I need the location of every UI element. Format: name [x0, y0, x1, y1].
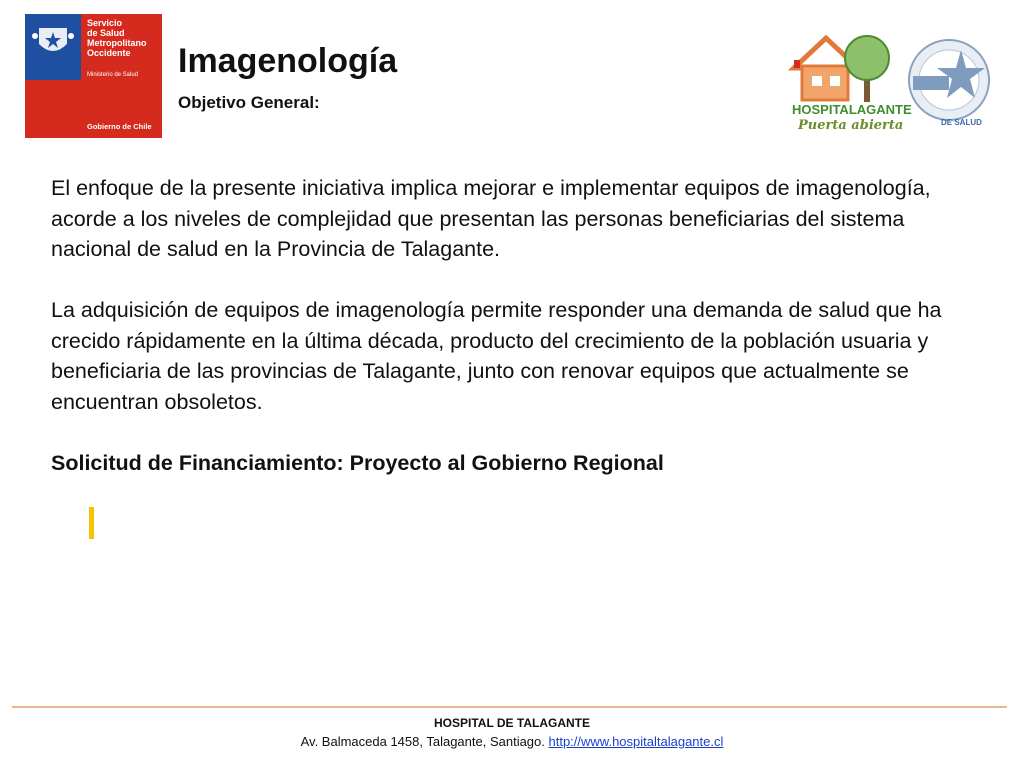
funding-request: Solicitud de Financiamiento: Proyecto al Gobierno Regional	[51, 450, 664, 475]
text-cursor-mark	[89, 507, 94, 539]
page-subtitle: Objetivo General:	[178, 93, 320, 112]
government-logo	[25, 14, 162, 138]
house-tree-icon	[788, 32, 900, 104]
footer-hospital-name: HOSPITAL DE TALAGANTE	[434, 716, 590, 730]
service-name: Servicio de Salud Metropolitano Occidente	[87, 18, 147, 58]
footer-address	[0, 734, 1024, 749]
hospital-logo-tagline: Puerta abierta	[798, 118, 904, 133]
footer-divider	[12, 706, 1007, 708]
justification-paragraph: La adquisición de equipos de imagenología permite responder una demanda de salud que ha crecido rápidamente en la última década, producto del crecimiento de la población usuaria y beneficiaria de las provincias de Talagante, junto con renovar equipos que actualmente se encuentran obsoletos.	[51, 298, 942, 414]
footer-address-text: Av. Balmaceda 1458, Talagante, Santiago.	[300, 734, 549, 749]
seal-label: DE SALUD	[941, 118, 982, 127]
logo-red-band	[25, 80, 81, 138]
logo-blue-band	[25, 14, 81, 138]
content-body	[51, 173, 961, 478]
logo-text-panel	[81, 14, 162, 138]
page-title: Imagenología	[178, 42, 398, 80]
coat-of-arms-icon	[31, 22, 75, 62]
objective-paragraph: El enfoque de la presente iniciativa implica mejorar e implementar equipos de imagenología, acorde a los niveles de complejidad que presentan las personas beneficiarias del sistema nacional de salud en la Provincia de Talagante.	[51, 176, 931, 261]
hospital-logo	[788, 32, 912, 138]
accreditation-seal	[903, 36, 995, 136]
ministry-name: Ministerio de Salud	[87, 72, 139, 78]
government-name: Gobierno de Chile	[87, 122, 152, 131]
hospital-logo-name: HOSPITALAGANTE	[792, 102, 912, 117]
hospital-website-link[interactable]: http://www.hospitaltalagante.cl	[548, 734, 724, 749]
